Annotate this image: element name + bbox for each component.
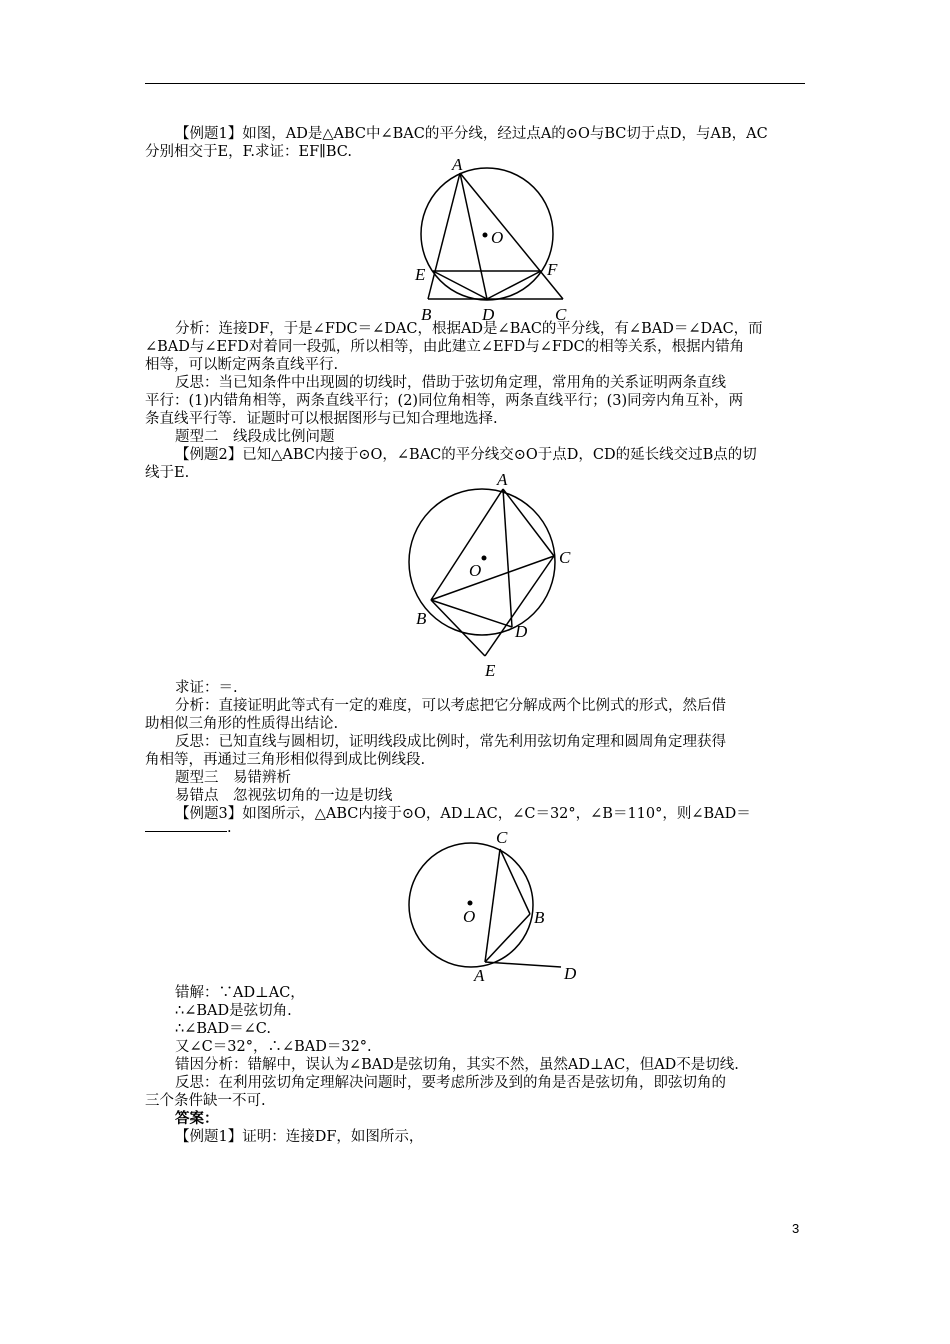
analysis1-line2: ∠BAD与∠EFD对着同一段弧，所以相等，由此建立∠EFD与∠FDC的相等关系，根据内错角 xyxy=(145,339,745,355)
fig3-label-o: O xyxy=(463,907,476,926)
figure-3 xyxy=(400,820,590,990)
reflection3-line2: 三个条件缺一不可. xyxy=(145,1093,266,1109)
prove2-line: 求证：＝. xyxy=(175,680,238,696)
fig2-label-c: C xyxy=(559,548,571,567)
fig2-line-ab xyxy=(431,489,503,600)
example2-line2: 线于E. xyxy=(145,465,190,481)
reflection2-line1: 反思：已知直线与圆相切，证明线段成比例时，常先利用弦切角定理和圆周角定理获得 xyxy=(175,734,726,750)
fig2-center-dot xyxy=(482,556,487,561)
wrong-solution-line4: 又∠C＝32°，∴∠BAD＝32°. xyxy=(175,1039,372,1055)
reflection3-line1: 反思：在利用弦切角定理解决问题时，要考虑所涉及到的角是否是弦切角，即弦切角的 xyxy=(175,1075,726,1091)
error-point-heading: 易错点 忽视弦切角的一边是切线 xyxy=(175,788,393,804)
fig2-circle xyxy=(409,489,555,635)
section2-heading: 题型二 线段成比例问题 xyxy=(175,429,335,445)
fig1-label-b: B xyxy=(421,305,432,324)
section3-heading: 题型三 易错辨析 xyxy=(175,770,291,786)
example1-line2: 分别相交于E，F.求证：EF∥BC. xyxy=(145,144,352,160)
example3-answer-blank: . xyxy=(145,819,232,837)
fig2-label-o: O xyxy=(469,561,482,580)
fig2-line-bc xyxy=(431,556,554,600)
fig3-label-d: D xyxy=(564,964,577,983)
wrong-solution-line1: 错解：∵AD⊥AC， xyxy=(175,985,305,1001)
fig1-label-d: D xyxy=(482,305,495,324)
fig3-label-b: B xyxy=(534,908,545,927)
figure-2 xyxy=(400,465,600,685)
wrong-solution-line3: ∴∠BAD＝∠C. xyxy=(175,1021,271,1037)
fig2-line-ac xyxy=(503,489,554,556)
answer1-line1: 【例题1】证明：连接DF，如图所示， xyxy=(175,1129,424,1145)
reflection2-line2: 角相等，再通过三角形相似得到成比例线段. xyxy=(145,752,426,768)
fig3-line-ac xyxy=(485,849,500,962)
figure-1 xyxy=(400,155,590,325)
page-number: 3 xyxy=(792,1221,800,1236)
fig3-center-dot xyxy=(468,901,473,906)
example1-line1: 【例题1】如图，AD是△ABC中∠BAC的平分线，经过点A的⊙O与BC切于点D，与AB，AC xyxy=(175,126,768,142)
fig1-line-ab xyxy=(428,173,460,299)
fig3-label-a: A xyxy=(474,966,485,985)
reflection1-line1: 反思：当已知条件中出现圆的切线时，借助于弦切角定理，常用角的关系证明两条直线 xyxy=(175,375,726,391)
fig2-label-b: B xyxy=(416,609,427,628)
answer-heading: 答案： xyxy=(175,1110,219,1127)
fig1-label-e: E xyxy=(415,265,426,284)
header-rule xyxy=(145,83,805,84)
wrong-solution-line2: ∴∠BAD是弦切角. xyxy=(175,1003,292,1019)
answer-blank xyxy=(145,819,227,832)
fig1-label-o: O xyxy=(491,228,504,247)
fig2-label-e: E xyxy=(485,661,496,680)
fig3-line-cb xyxy=(500,849,530,914)
fig2-line-ad xyxy=(503,489,512,627)
fig2-line-ce xyxy=(485,556,554,656)
analysis1-line1: 分析：连接DF，于是∠FDC＝∠DAC，根据AD是∠BAC的平分线，有∠BAD＝∠DAC，而 xyxy=(175,321,763,337)
fig2-label-d: D xyxy=(515,622,528,641)
example2-line1: 【例题2】已知△ABC内接于⊙O，∠BAC的平分线交⊙O于点D，CD的延长线交过B点的切 xyxy=(175,447,757,463)
fig1-line-ac xyxy=(460,173,563,299)
fig1-label-f: F xyxy=(547,260,558,279)
fig3-line-ad xyxy=(485,962,561,967)
fig2-label-a: A xyxy=(497,470,508,489)
fig3-label-c: C xyxy=(496,828,508,847)
analysis1-line3: 相等，可以断定两条直线平行. xyxy=(145,357,339,373)
analysis2-line1: 分析：直接证明此等式有一定的难度，可以考虑把它分解成两个比例式的形式，然后借 xyxy=(175,698,726,714)
reflection1-line3: 条直线平行等．证题时可以根据图形与已知合理地选择. xyxy=(145,411,498,427)
fig1-label-a: A xyxy=(452,155,463,174)
fig1-center-dot xyxy=(483,233,488,238)
example3-line1: 【例题3】如图所示，△ABC内接于⊙O，AD⊥AC，∠C＝32°，∠B＝110°，则∠BAD＝ xyxy=(175,806,751,822)
error-analysis-line: 错因分析：错解中，误认为∠BAD是弦切角，其实不然，虽然AD⊥AC，但AD不是切线. xyxy=(175,1057,739,1073)
fig1-label-c: C xyxy=(555,305,567,324)
analysis2-line2: 助相似三角形的性质得出结论. xyxy=(145,716,339,732)
reflection1-line2: 平行：(1)内错角相等，两条直线平行；(2)同位角相等，两条直线平行；(3)同旁内角互补，两 xyxy=(145,393,744,409)
